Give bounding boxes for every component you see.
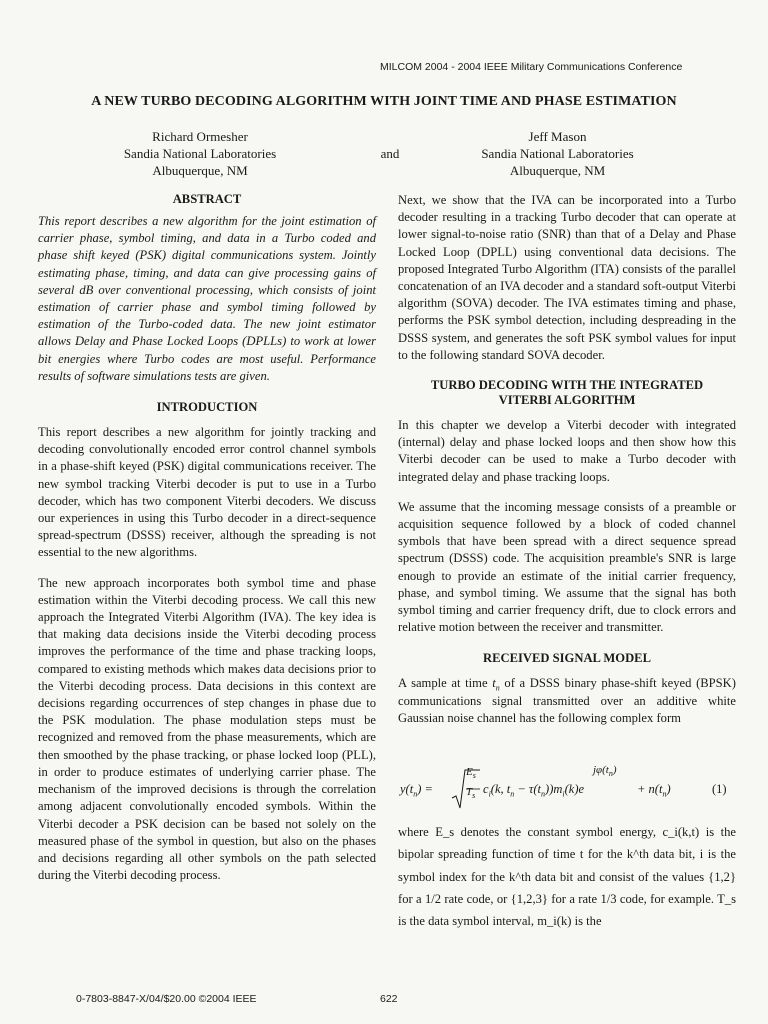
equation-number: (1): [712, 782, 727, 796]
equation-1: $y(t_n)$ = $E_s$ $T_s$ $c_i(k$, $t_n - \tau(t_n))m_i(k)e$ $j\varphi(t_n)$ + $n(t_n)$ (1): [400, 762, 730, 812]
right-paragraph-where: where E_s denotes the constant symbol energy, c_i(k,t) is the bipolar spreading function of time t for the k^th data bit, i is the symbol index for the k^th data bit and consist of the values {1,2} for a 1/2 rate code, or {1,2,3} for a rate 1/3 code, for example. T_s is the data symbol interval, m_i(k) is the: [398, 825, 736, 929]
right-column: [398, 192, 736, 727]
paper-title: A NEW TURBO DECODING ALGORITHM WITH JOINT TIME AND PHASE ESTIMATION: [91, 94, 677, 109]
turbo-heading-line-2: VITERBI ALGORITHM: [498, 393, 636, 408]
sample-text-b: of a DSSS binary phase-shift keyed (BPSK) communications signal transmitted over an additive white Gaussian noise channel has the following complex form: [398, 676, 736, 725]
author-conjunction: and: [380, 146, 400, 161]
author-left: [85, 128, 315, 179]
right-paragraph-chapter: In this chapter we develop a Viterbi decoder with integrated (internal) delay and phase locked loops and then show how this Viterbi decoder can be used to make a Turbo decoder with integrated delay and phase tracking loops.: [398, 418, 736, 484]
abstract-heading: ABSTRACT: [172, 192, 242, 206]
introduction-paragraph-2: The new approach incorporates both symbol time and phase estimation within the Viterbi decoding process. We call this new approach the Integrated Viterbi Algorithm (IVA). The key idea is that making data decisions inside the Viterbi decoding process improves the performance of the time and phase tracking loops, compared to existing methods which makes data decisions prior to the Viterbi decoding process. Data decisions in this context are decisions regarding occurrences of step changes in phase due to the PSK modulation. The phase modulation steps must be recognized and removed from the phase measurements, which are then smoothed by the phase tracking, or phase locked loop (PLL), in order to produce estimates of underlying carrier phase. The mechanism of the improved decisions is through the correlation among adjacent convolutionally encoded symbols. Within the Viterbi decoder a PSK decision can be based not solely on the measured phase of the symbol in question, but also on the phases and decisions regarding all other symbols on the path selected during the Viterbi decoding process.: [38, 575, 376, 883]
author-left-location: Albuquerque, NM: [152, 163, 248, 178]
right-paragraph-next: Next, we show that the IVA can be incorporated into a Turbo decoder resulting in a tracking Turbo decoder that can operate at lower signal-to-noise ratio (SNR) than that of a Delay and Phase Locked Loop (DPLL) using conventional data decisions. The proposed Integrated Turbo Algorithm (ITA) consists of the parallel concatenation of an IVA decoder and a standard soft-output Viterbi algorithm (SOVA) decoder. The IVA estimates timing and phase, performs the PSK symbol detection, including despreading in the DSSS system, and generates the soft PSK symbol values for input to the following standard SOVA decoder.: [398, 193, 736, 362]
right-paragraph-assume: We assume that the incoming message consists of a preamble or acquisition sequence followed by a block of coded channel symbols that have been spread with a direct sequence spread spectrum (DSSS) code. The acquisition preamble's SNR is large enough to provide an estimate of the initial carrier frequency, phase, and symbol timing. We assume that the signal has both symbol timing and carrier frequency drift, due to clock errors and relative motion between the receiver and transmitter.: [398, 499, 736, 635]
footer-code: 0-7803-8847-X/04/$20.00 ©2004 IEEE: [76, 993, 257, 1005]
introduction-heading: INTRODUCTION: [156, 400, 258, 415]
author-right-name: Jeff Mason: [528, 129, 587, 144]
author-right: [440, 128, 675, 179]
conference-header: MILCOM 2004 - 2004 IEEE Military Communications Conference: [380, 61, 683, 73]
turbo-section-heading: [398, 378, 736, 408]
sample-text-a: A sample at time: [398, 676, 488, 691]
signal-model-heading: RECEIVED SIGNAL MODEL: [483, 651, 651, 666]
turbo-heading-line-1: TURBO DECODING WITH THE INTEGRATED: [430, 378, 704, 393]
author-left-name: Richard Ormesher: [152, 129, 248, 144]
author-right-location: Albuquerque, NM: [509, 163, 606, 178]
page-number: 622: [380, 993, 398, 1005]
author-right-affiliation: Sandia National Laboratories: [481, 146, 634, 161]
abstract-text: This report describes a new algorithm for the joint estimation of carrier phase, symbol timing, and data in a Turbo coded and phase shift keyed (PSK) digital communications system. Jointly estimating phase, timing, and data can give processing gains of several dB over conventional processing, which consists of joint estimation of carrier phase and symbol timing followed by estimation of the Turbo-coded data. The new joint estimator allows Delay and Phase Locked Loops (DPLLs) to work at lower bit energies where Turbo codes are most useful. Performance results of software simulations tests are given.: [38, 214, 376, 383]
introduction-paragraph-1: This report describes a new algorithm for jointly tracking and decoding convolutionally encoded error control channel symbols in a phase-shift keyed (PSK) digital communications receiver. The new symbol tracking Viterbi decoder is put to use in a Turbo decoder, which has two component Viterbi decoders. We discuss our experiences in using this Turbo decoder in a direct-sequence spread-spectrum (DSSS) receiver, although the spreading is not essential to the new algorithms.: [38, 425, 376, 560]
left-column: [38, 192, 376, 884]
right-paragraph-sample: A sample at time $t_n$ of a DSSS binary phase-shift keyed (BPSK) communications signal transmitted over an additive white Gaussian noise channel has the following complex form: [398, 676, 736, 725]
author-left-affiliation: Sandia National Laboratories: [123, 146, 277, 161]
